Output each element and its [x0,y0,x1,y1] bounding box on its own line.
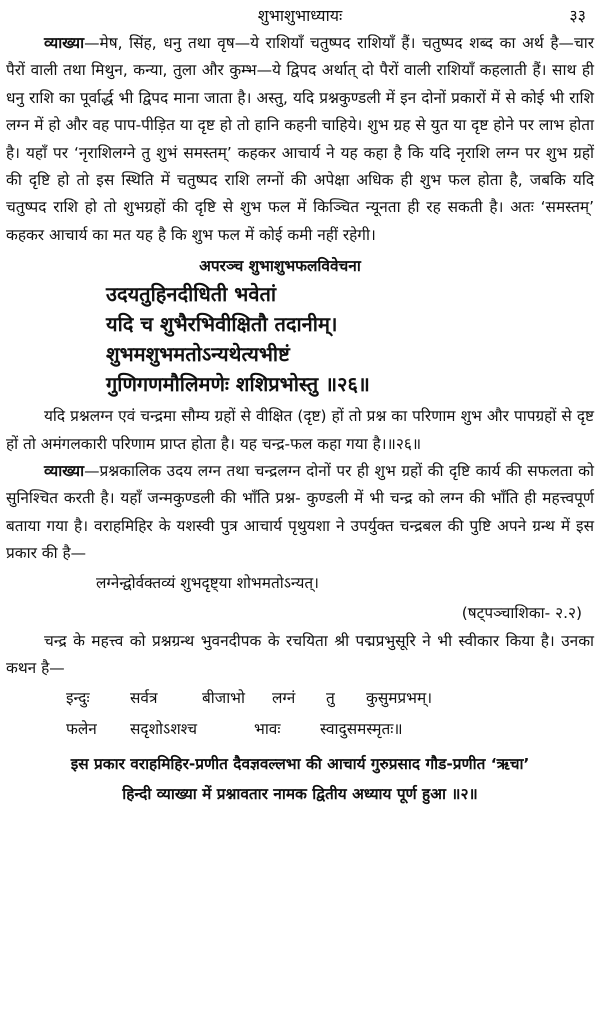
running-title: शुभाशुभाध्यायः [257,6,343,25]
verse-word: स्वादुसमस्मृतः॥ [320,719,403,738]
commentary-lead: व्याख्या [44,462,85,481]
commentary-paragraph-3: चन्द्र के महत्त्व को प्रश्नग्रन्थ भुवनदीपक के रचयिता श्री पद्मप्रभुसूरि ने भी स्वीकार किया है। उनका कथन है— [6,631,594,678]
verse-word: सर्वत्र [130,688,158,707]
page-header [6,0,594,30]
shloka-line: शुभमशुभमतोऽन्यथेत्यभीष्टं [106,342,290,367]
shloka-line: गुणिगणमौलिमणेः शशिप्रभोस्तु ॥२६॥ [106,372,370,397]
verse-word: लग्नं [272,688,296,707]
quoted-verse-line [6,714,594,745]
verse-word: बीजाभो [202,688,245,707]
chapter-colophon [6,749,594,809]
colophon-line: इस प्रकार वराहमिहिर-प्रणीत दैवज्ञवल्लभा की आचार्य गुरुप्रसाद गौड-प्रणीत ‘ऋचा’ [70,754,530,773]
shloka-line: उदयतुहिनदीधिती भवेतां [106,282,277,307]
commentary-paragraph-1 [6,30,594,249]
commentary-lead: व्याख्या [44,34,85,52]
shloka-26 [106,279,594,399]
verse-word: भावः [254,719,281,738]
commentary-text: —मेष, सिंह, धनु तथा वृष—ये राशियाँ चतुष्पद राशियाँ हैं। चतुष्पद शब्द का अर्थ है—चार पैरों वाली तथा मिथुन, कन्या, तुला और कुम्भ—ये द्विपद अर्थात् दो पैरों वाली राशियाँ कहलाती हैं। साथ ही धनु राशि का पूर्वार्द्ध भी द्विपद माना जाता है। अस्तु, यदि प्रश्नकुण्डली में इन दोनों प्रकारों में से कोई भी राशि लग्न में हो और वह पाप-पीड़ित या दृष्ट हो तो हानि कहनी चाहिये। शुभ ग्रह से युत या दृष्ट होने पर लाभ होता है। यहाँ पर ‘नृराशिलग्ने तु शुभं समस्तम्’ कहकर आचार्य ने यह कहा है कि यदि नृराशि लग्न पर शुभ ग्रहों की दृष्टि हो तो इस स्थिति में चतुष्पद राशि लग्नों की अपेक्षा अधिक ही शुभ फल होता है, जबकि यदि चतुष्पद राशि हो तो शुभग्रहों की दृष्टि से शुभ फल में किञ्चित न्यूनता ही रह सकती है। अतः ‘समस्तम्’ कहकर आचार्य का मत यह है कि शुभ फल में कोई कमी नहीं रहेगी। [6,34,594,244]
citation: (षट्पञ्चाशिका- २.२) [461,603,582,622]
page-number: ३३ [569,6,586,25]
shloka-line: यदि च शुभैरभिवीक्षितौ तदानीम्। [106,312,338,337]
translation-paragraph: यदि प्रश्नलग्न एवं चन्द्रमा सौम्य ग्रहों से वीक्षित (दृष्ट) हों तो प्रश्न का परिणाम शुभ और पापग्रहों से दृष्ट हों तो अमंगलकारी परिणाम प्राप्त होता है। यह चन्द्र-फल कहा गया है।॥२६॥ [6,407,594,453]
verse-word: सदृशोऽशश्च [130,719,197,738]
verse-word: तु [326,688,335,707]
quoted-verse-line [6,683,594,714]
commentary-text: —प्रश्नकालिक उदय लग्न तथा चन्द्रलग्न दोनों पर ही शुभ ग्रहों की दृष्टि कार्य की सफलता को सुनिश्चित करती है। यहाँ जन्मकुण्डली की भाँति प्रश्न- कुण्डली में भी चन्द्र को लग्न की भाँति ही महत्त्वपूर्ण बताया गया है। वराहमिहिर के यशस्वी पुत्र आचार्य पृथुयशा ने उपर्युक्त चन्द्रबल की पुष्टि अपने ग्रन्थ में इस प्रकार की है— [6,462,594,563]
verse-word: फलेन [66,719,97,738]
verse-word: इन्दुः [66,688,90,707]
colophon-line: हिन्दी व्याख्या में प्रश्नावतार नामक द्वितीय अध्याय पूर्ण हुआ ॥२॥ [122,784,478,803]
quoted-verse-1: लग्नेन्द्वोर्वक्तव्यं शुभदृष्ट्या शोभमतोऽन्यत्। [96,573,319,592]
verse-heading: अपरञ्च शुभाशुभफलविवेचना [199,257,361,276]
quoted-verse-2 [6,683,594,745]
commentary-paragraph-2 [6,458,594,568]
verse-word: कुसुमप्रभम्। [366,688,433,707]
